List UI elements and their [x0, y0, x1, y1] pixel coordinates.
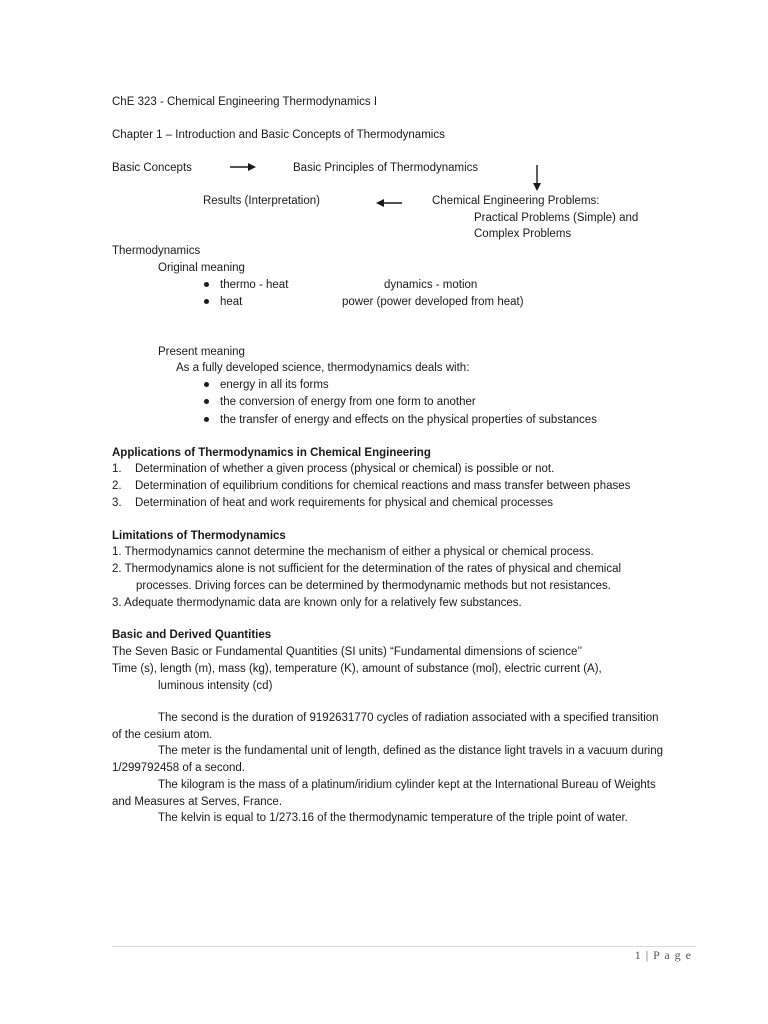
- application-item: Determination of whether a given process (physical or chemical) is possible or not.: [135, 463, 555, 475]
- flow-problems-line3: Complex Problems: [474, 228, 572, 240]
- kilogram-definition: The kilogram is the mass of a platinum/iridium cylinder kept at the International Bureau of Weights: [158, 779, 656, 791]
- limitation-item-continued: processes. Driving forces can be determined by thermodynamic methods but not resistances.: [136, 580, 611, 592]
- kilogram-definition-cont: and Measures at Serves, France.: [112, 796, 283, 808]
- flow-problems-title: Chemical Engineering Problems:: [432, 195, 600, 207]
- applications-heading: Applications of Thermodynamics in Chemical Engineering: [112, 447, 431, 459]
- bullet-icon: [204, 417, 209, 422]
- limitation-item: 2. Thermodynamics alone is not sufficient for the determination of the rates of physical and chemical: [112, 563, 622, 575]
- bullet-icon: [204, 299, 209, 304]
- limitation-item: 3. Adequate thermodynamic data are known only for a relatively few substances.: [112, 597, 522, 609]
- present-meaning: Present meaning: [158, 346, 245, 358]
- down-arrow-icon: [532, 165, 542, 191]
- limitations-heading: Limitations of Thermodynamics: [112, 530, 286, 542]
- application-num: 2.: [112, 480, 122, 492]
- meter-definition: The meter is the fundamental unit of length, defined as the distance light travels in a vacuum during: [158, 745, 664, 757]
- bullet-thermo-heat: thermo - heat: [220, 279, 289, 291]
- thermo-heading: Thermodynamics: [112, 245, 201, 257]
- quantities-line: Time (s), length (m), mass (kg), temperature (K), amount of substance (mol), electric current (A),: [112, 663, 602, 675]
- bullet-icon: [204, 399, 209, 404]
- present-intro: As a fully developed science, thermodynamics deals with:: [176, 362, 470, 374]
- footer-divider: [112, 946, 696, 947]
- present-item: the transfer of energy and effects on the physical properties of substances: [220, 414, 597, 426]
- original-meaning: Original meaning: [158, 262, 245, 274]
- application-item: Determination of heat and work requirements for physical and chemical processes: [135, 497, 554, 509]
- application-num: 3.: [112, 497, 122, 509]
- limitation-item: 1. Thermodynamics cannot determine the mechanism of either a physical or chemical process.: [112, 546, 594, 558]
- page-number: 1 | P a g e: [634, 948, 692, 962]
- bullet-dynamics-motion: dynamics - motion: [384, 279, 478, 291]
- kelvin-definition: The kelvin is equal to 1/273.16 of the thermodynamic temperature of the triple point of water.: [158, 812, 628, 824]
- present-item: energy in all its forms: [220, 379, 329, 391]
- bullet-power: power (power developed from heat): [342, 296, 524, 308]
- application-item: Determination of equilibrium conditions for chemical reactions and mass transfer between phases: [135, 480, 631, 492]
- bullet-icon: [204, 282, 209, 287]
- flow-results: Results (Interpretation): [203, 195, 320, 207]
- right-arrow-icon: [230, 162, 256, 172]
- bullet-icon: [204, 382, 209, 387]
- left-arrow-icon: [376, 198, 402, 208]
- chapter-title: Chapter 1 – Introduction and Basic Concepts of Thermodynamics: [112, 129, 445, 141]
- course-title: ChE 323 - Chemical Engineering Thermodynamics I: [112, 96, 378, 108]
- quantities-line: The Seven Basic or Fundamental Quantities (SI units) “Fundamental dimensions of science’’: [112, 646, 583, 658]
- flow-basic-principles: Basic Principles of Thermodynamics: [293, 162, 479, 174]
- application-num: 1.: [112, 463, 122, 475]
- bullet-heat: heat: [220, 296, 243, 308]
- quantities-heading: Basic and Derived Quantities: [112, 629, 272, 641]
- second-definition: The second is the duration of 9192631770 cycles of radiation associated with a specified transition: [158, 712, 659, 724]
- flow-basic-concepts: Basic Concepts: [112, 162, 192, 174]
- quantities-line: luminous intensity (cd): [158, 680, 273, 692]
- present-item: the conversion of energy from one form to another: [220, 396, 476, 408]
- flow-problems-line2: Practical Problems (Simple) and: [474, 212, 639, 224]
- meter-definition-cont: 1/299792458 of a second.: [112, 762, 246, 774]
- second-definition-cont: of the cesium atom.: [112, 729, 213, 741]
